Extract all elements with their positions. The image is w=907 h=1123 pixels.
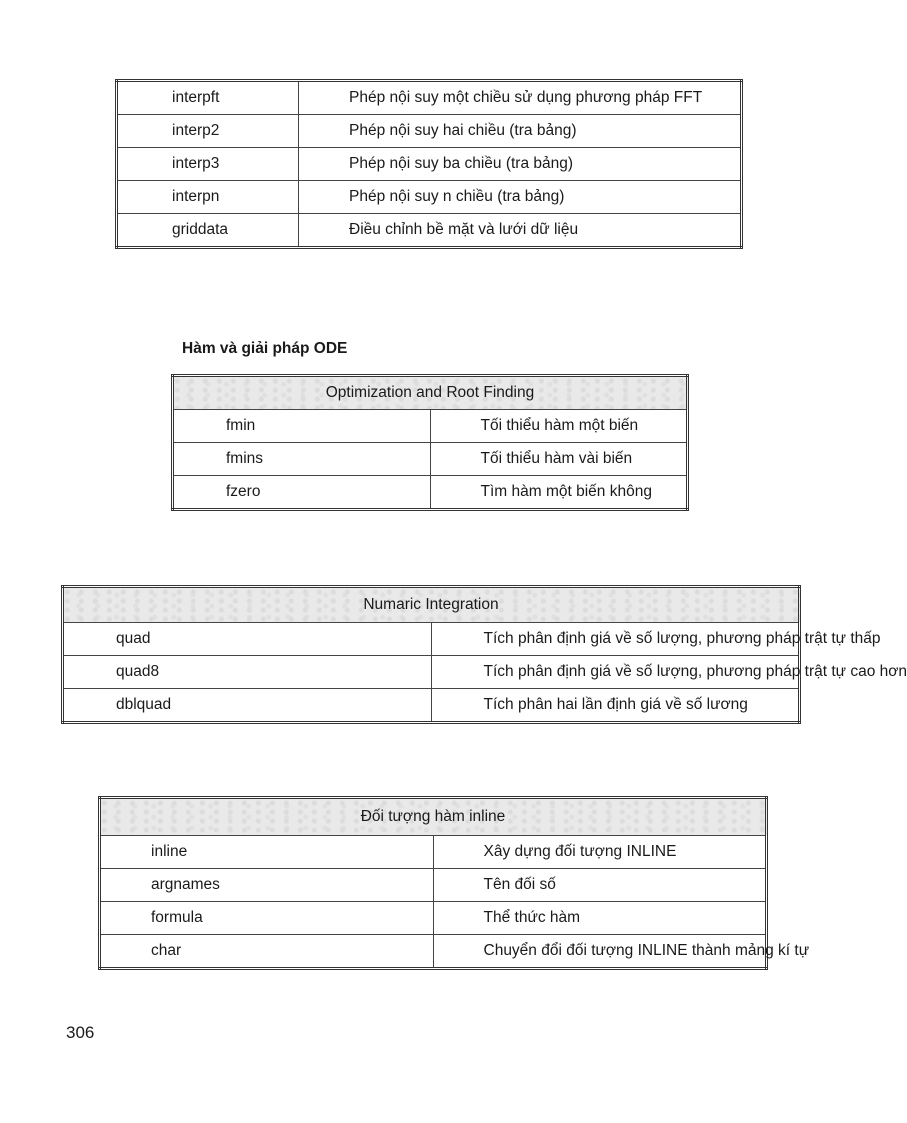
table-row [173, 410, 688, 443]
table-row [100, 869, 767, 902]
function-description: Thể thức hàm [433, 902, 767, 935]
table-caption-row [100, 798, 767, 836]
interpolation-table [115, 79, 743, 249]
table-row [173, 476, 688, 510]
section-heading: Hàm và giải pháp ODE [182, 340, 348, 357]
function-description: Tích phân hai lần định giá về số lương [431, 689, 800, 723]
table-row [117, 115, 742, 148]
table-caption: Numaric Integration [63, 587, 800, 623]
function-description: Điều chỉnh bề mặt và lưới dữ liệu [299, 214, 742, 248]
function-description: Tối thiểu hàm một biến [430, 410, 688, 443]
function-name: argnames [100, 869, 434, 902]
function-description: Tìm hàm một biến không [430, 476, 688, 510]
function-description: Phép nội suy ba chiều (tra bảng) [299, 148, 742, 181]
function-name: dblquad [63, 689, 432, 723]
table-caption: Optimization and Root Finding [173, 376, 688, 410]
table-row [100, 935, 767, 969]
table-row [117, 214, 742, 248]
table-row [117, 81, 742, 115]
table-row [117, 148, 742, 181]
table-row [100, 836, 767, 869]
table-row [117, 181, 742, 214]
function-name: griddata [117, 214, 299, 248]
function-description: Chuyển đổi đối tượng INLINE thành mảng kí tự [433, 935, 767, 969]
table-row [100, 902, 767, 935]
function-description: Phép nội suy một chiều sử dụng phương pháp FFT [299, 81, 742, 115]
function-name: interp2 [117, 115, 299, 148]
function-name: interp3 [117, 148, 299, 181]
table-caption: Đối tượng hàm inline [100, 798, 767, 836]
function-description: Tích phân định giá về số lượng, phương pháp trật tự cao hơn [431, 656, 800, 689]
table-caption-row [173, 376, 688, 410]
table-caption-row [63, 587, 800, 623]
function-name: interpn [117, 181, 299, 214]
function-name: fzero [173, 476, 431, 510]
optimization-table [171, 374, 689, 511]
function-description: Tên đối số [433, 869, 767, 902]
numeric-integration-table [61, 585, 907, 724]
function-description: Tối thiểu hàm vài biến [430, 443, 688, 476]
function-name: fmin [173, 410, 431, 443]
function-description: Xây dựng đối tượng INLINE [433, 836, 767, 869]
function-description: Tích phân định giá về số lượng, phương pháp trật tự thấp [431, 623, 800, 656]
function-name: quad [63, 623, 432, 656]
function-name: fmins [173, 443, 431, 476]
function-name: formula [100, 902, 434, 935]
function-name: char [100, 935, 434, 969]
page-number: 306 [66, 1023, 95, 1042]
table-row [63, 689, 800, 723]
function-description: Phép nội suy n chiều (tra bảng) [299, 181, 742, 214]
table-row [63, 623, 800, 656]
function-name: inline [100, 836, 434, 869]
function-name: interpft [117, 81, 299, 115]
function-name: quad8 [63, 656, 432, 689]
inline-object-table [98, 796, 810, 970]
table-row [173, 443, 688, 476]
table-row [63, 656, 800, 689]
function-description: Phép nội suy hai chiều (tra bảng) [299, 115, 742, 148]
